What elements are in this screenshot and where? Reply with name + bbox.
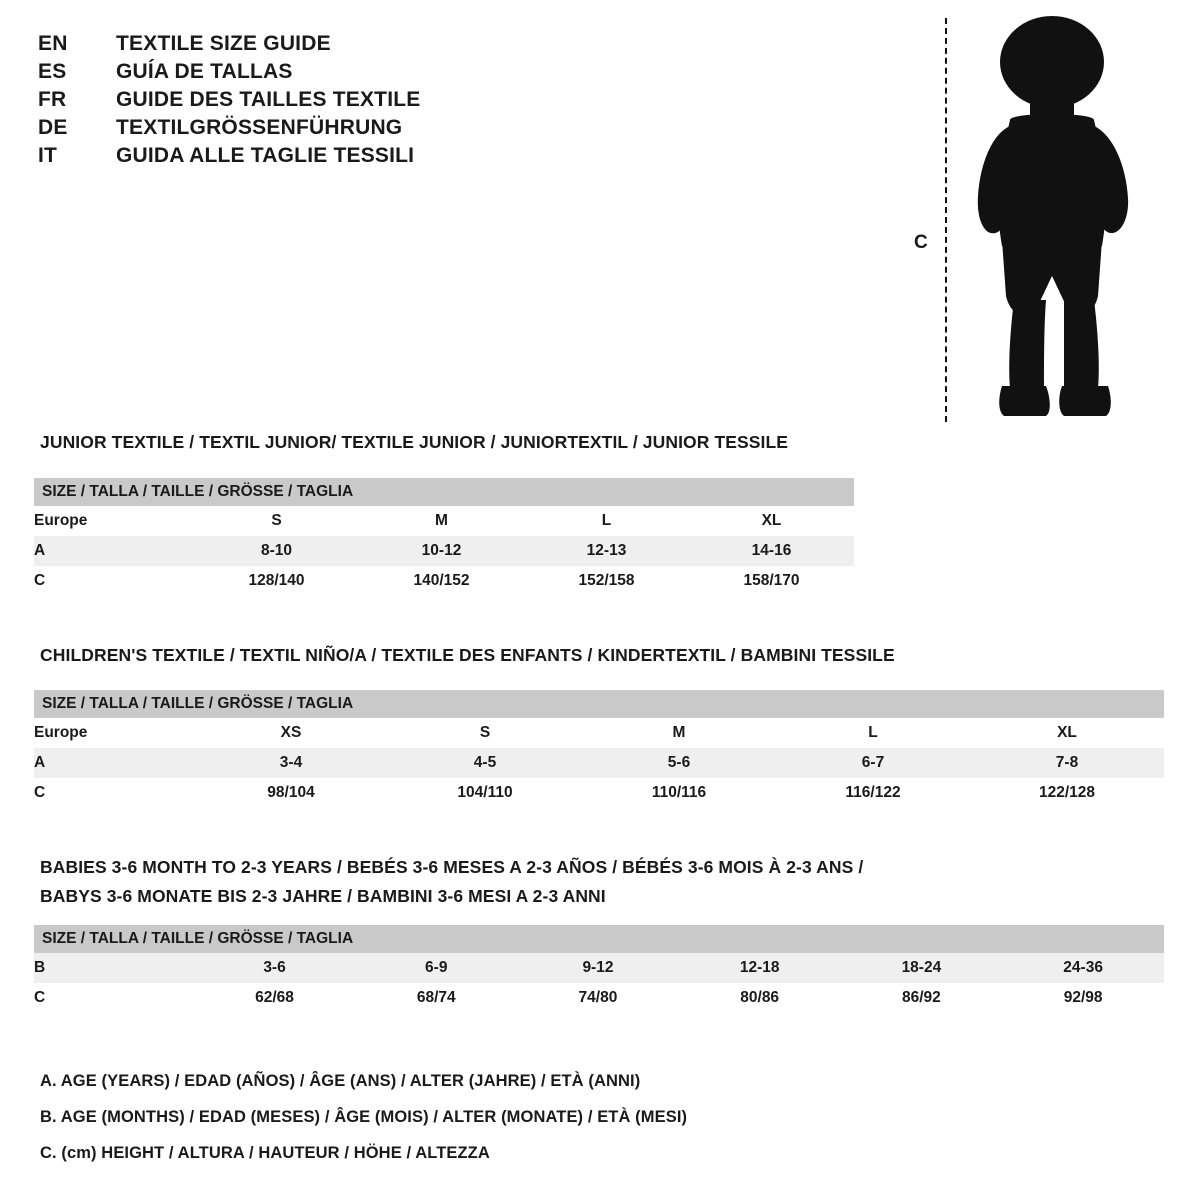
table-row bbox=[34, 506, 854, 536]
cell: 9-12 bbox=[517, 953, 679, 983]
cell: 18-24 bbox=[841, 953, 1003, 983]
language-code: IT bbox=[38, 144, 58, 167]
legend-line-a: A. AGE (YEARS) / EDAD (AÑOS) / ÂGE (ANS) / ALTER (JAHRE) / ETÀ (ANNI) bbox=[40, 1072, 641, 1090]
row-label: Europe bbox=[34, 718, 194, 748]
language-code: FR bbox=[38, 88, 67, 111]
language-title: GUIDE DES TAILLES TEXTILE bbox=[116, 88, 421, 111]
section-title-babies-line2: BABYS 3-6 MONATE BIS 2-3 JAHRE / BAMBINI 3-6 MESI A 2-3 ANNI bbox=[40, 886, 606, 906]
cell: 10-12 bbox=[359, 536, 524, 566]
child-silhouette-icon bbox=[952, 14, 1157, 424]
cell: 6-7 bbox=[776, 748, 970, 778]
table-row bbox=[34, 536, 854, 566]
cell: 116/122 bbox=[776, 778, 970, 808]
junior-size-table bbox=[34, 478, 854, 596]
legend-line-b: B. AGE (MONTHS) / EDAD (MESES) / ÂGE (MOIS) / ALTER (MONATE) / ETÀ (MESI) bbox=[40, 1108, 688, 1126]
cell: 158/170 bbox=[689, 566, 854, 596]
cell: 140/152 bbox=[359, 566, 524, 596]
children-size-table bbox=[34, 690, 1164, 808]
language-title: GUIDA ALLE TAGLIE TESSILI bbox=[116, 144, 415, 167]
cell: XL bbox=[689, 506, 854, 536]
cell: 128/140 bbox=[194, 566, 359, 596]
cell: 98/104 bbox=[194, 778, 388, 808]
row-label: A bbox=[34, 748, 194, 778]
cell: 122/128 bbox=[970, 778, 1164, 808]
babies-header-band-label: SIZE / TALLA / TAILLE / GRÖSSE / TAGLIA bbox=[34, 925, 1164, 953]
table-row bbox=[34, 748, 1164, 778]
table-row bbox=[34, 953, 1164, 983]
cell: 7-8 bbox=[970, 748, 1164, 778]
cell: 80/86 bbox=[679, 983, 841, 1013]
measure-label-c: C bbox=[914, 232, 928, 253]
cell: 6-9 bbox=[355, 953, 517, 983]
table-row bbox=[34, 718, 1164, 748]
section-title-babies-line1: BABIES 3-6 MONTH TO 2-3 YEARS / BEBÉS 3-6 MESES A 2-3 AÑOS / BÉBÉS 3-6 MOIS À 2-3 ANS / bbox=[40, 857, 864, 877]
cell: 3-6 bbox=[194, 953, 356, 983]
cell: 110/116 bbox=[582, 778, 776, 808]
measurement-figure bbox=[900, 14, 1160, 424]
language-code: EN bbox=[38, 32, 68, 55]
language-row bbox=[38, 144, 598, 168]
row-label: C bbox=[34, 983, 194, 1013]
language-title: TEXTILGRÖSSENFÜHRUNG bbox=[116, 116, 403, 139]
table-header-band bbox=[34, 690, 1164, 718]
language-row bbox=[38, 32, 598, 56]
language-title-block bbox=[38, 32, 598, 172]
cell: 3-4 bbox=[194, 748, 388, 778]
cell: 92/98 bbox=[1002, 983, 1164, 1013]
language-title: TEXTILE SIZE GUIDE bbox=[116, 32, 331, 55]
language-row bbox=[38, 116, 598, 140]
row-label: C bbox=[34, 778, 194, 808]
row-label: Europe bbox=[34, 506, 194, 536]
section-title-children: CHILDREN'S TEXTILE / TEXTIL NIÑO/A / TEXTILE DES ENFANTS / KINDERTEXTIL / BAMBINI TESSILE bbox=[40, 645, 895, 665]
cell: 74/80 bbox=[517, 983, 679, 1013]
row-label: B bbox=[34, 953, 194, 983]
legend-line-c: C. (cm) HEIGHT / ALTURA / HAUTEUR / HÖHE / ALTEZZA bbox=[40, 1144, 490, 1162]
cell: 62/68 bbox=[194, 983, 356, 1013]
cell: XS bbox=[194, 718, 388, 748]
babies-size-table bbox=[34, 925, 1164, 1013]
table-header-band bbox=[34, 925, 1164, 953]
junior-header-band-label: SIZE / TALLA / TAILLE / GRÖSSE / TAGLIA bbox=[34, 478, 854, 506]
cell: M bbox=[582, 718, 776, 748]
cell: 8-10 bbox=[194, 536, 359, 566]
table-row bbox=[34, 983, 1164, 1013]
children-header-band-label: SIZE / TALLA / TAILLE / GRÖSSE / TAGLIA bbox=[34, 690, 1164, 718]
cell: 12-13 bbox=[524, 536, 689, 566]
cell: 4-5 bbox=[388, 748, 582, 778]
row-label: A bbox=[34, 536, 194, 566]
height-dashed-line bbox=[945, 18, 947, 422]
language-code: ES bbox=[38, 60, 67, 83]
cell: 14-16 bbox=[689, 536, 854, 566]
cell: L bbox=[524, 506, 689, 536]
language-row bbox=[38, 60, 598, 84]
cell: S bbox=[388, 718, 582, 748]
cell: 104/110 bbox=[388, 778, 582, 808]
cell: 68/74 bbox=[355, 983, 517, 1013]
cell: XL bbox=[970, 718, 1164, 748]
cell: 86/92 bbox=[841, 983, 1003, 1013]
language-row bbox=[38, 88, 598, 112]
cell: 12-18 bbox=[679, 953, 841, 983]
cell: M bbox=[359, 506, 524, 536]
cell: S bbox=[194, 506, 359, 536]
cell: 152/158 bbox=[524, 566, 689, 596]
language-title: GUÍA DE TALLAS bbox=[116, 60, 293, 83]
section-title-junior: JUNIOR TEXTILE / TEXTIL JUNIOR/ TEXTILE JUNIOR / JUNIORTEXTIL / JUNIOR TESSILE bbox=[40, 432, 789, 452]
table-header-band bbox=[34, 478, 854, 506]
cell: L bbox=[776, 718, 970, 748]
language-code: DE bbox=[38, 116, 68, 139]
table-row bbox=[34, 778, 1164, 808]
cell: 24-36 bbox=[1002, 953, 1164, 983]
table-row bbox=[34, 566, 854, 596]
cell: 5-6 bbox=[582, 748, 776, 778]
row-label: C bbox=[34, 566, 194, 596]
